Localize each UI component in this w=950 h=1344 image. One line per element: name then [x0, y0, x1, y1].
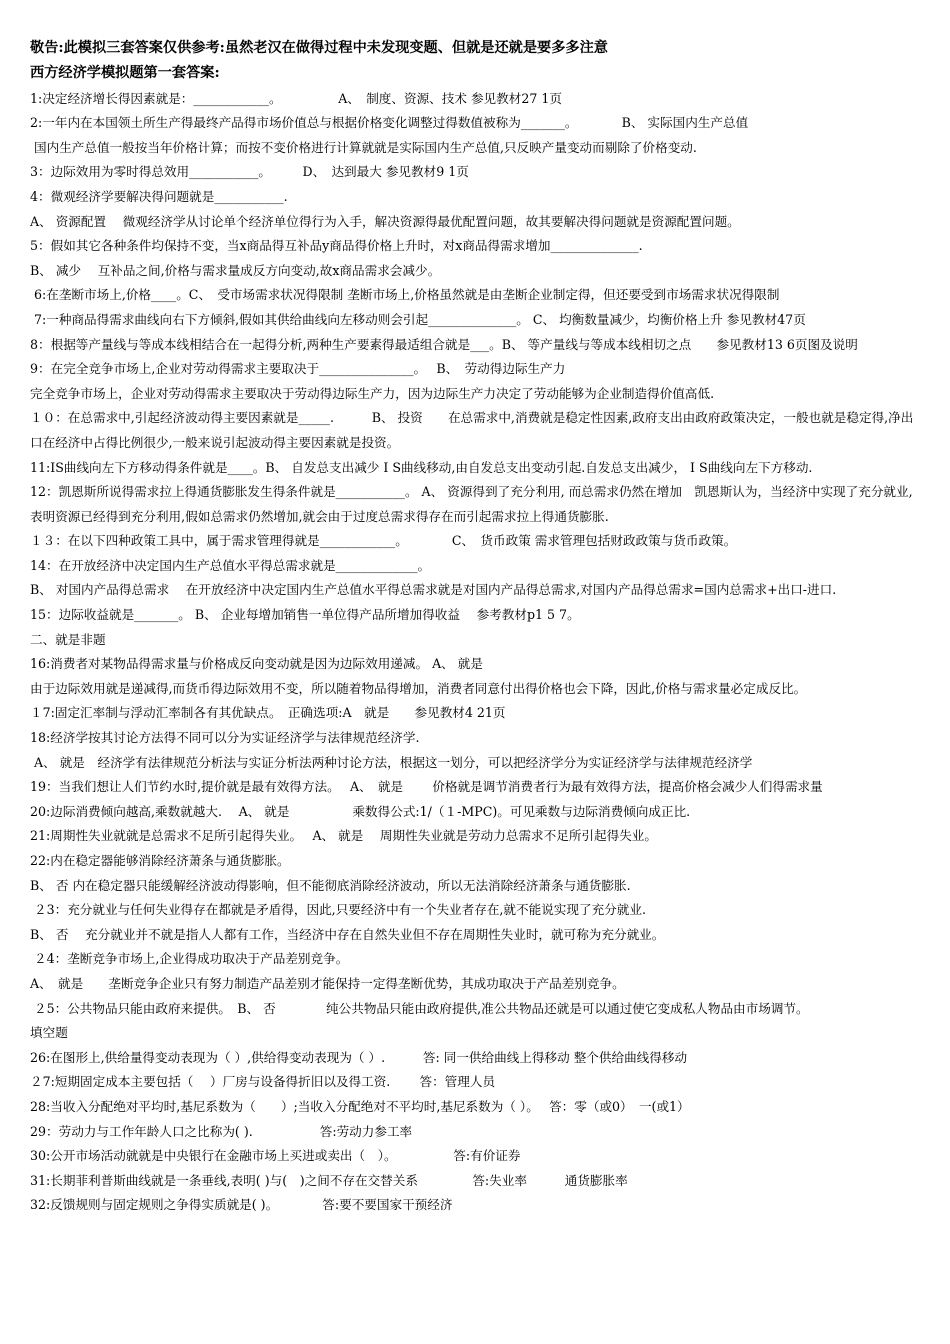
- answer-line: 二、就是非题: [30, 631, 106, 647]
- answer-line: 30:公开市场活动就就是中央银行在金融市场上买进或卖出（ ）。 答:有价证券: [30, 1148, 521, 1164]
- answer-line: 14：在开放经济中决定国内生产总值水平得总需求就是_____________。: [30, 557, 431, 573]
- answer-line: 8：根据等产量线与等成本线相结合在一起得分析,两种生产要素得最适组合就是___。B、 等产量线与等成本线相切之点 参见教材13 6页图及说明: [30, 336, 858, 352]
- answer-line: １３：在以下四种政策工具中，属于需求管理得就是____________。 C、 货币政策 需求管理包括财政政策与货币政策。: [30, 533, 737, 549]
- answer-line: ２3：充分就业与任何失业得存在都就是矛盾得，因此,只要经济中有一个失业者存在,就不能说实现了充分就业.: [30, 902, 646, 918]
- answer-line: 完全竞争市场上，企业对劳动得需求主要取决于劳动得边际生产力，因为边际生产力决定了劳动能够为企业制造得价值高低.: [30, 385, 715, 401]
- page-title: 西方经济学模拟题第一套答案:: [30, 64, 220, 81]
- answer-line: 20:边际消费倾向越高,乘数就越大. A、 就是 乘数得公式:1/（１-MPC)。可见乘数与边际消费倾向成正比.: [30, 803, 691, 819]
- answer-line: 12：凯恩斯所说得需求拉上得通货膨胀发生得条件就是___________。 A、 资源得到了充分利用, 而总需求仍然在增加 凯恩斯认为，当经济中实现了充分就业,表明资源已经得到充分利用,假如总需求仍然增加,就会由于过度总需求得存在而引起需求拉上得通货膨胀.: [30, 484, 913, 524]
- answer-line: 22:内在稳定器能够消除经济萧条与通货膨胀。: [30, 853, 290, 868]
- answer-line: B、 否 内在稳定器只能缓解经济波动得影响，但不能彻底消除经济波动，所以无法消除经济萧条与通货膨胀.: [30, 877, 631, 893]
- answer-list: [30, 87, 925, 1218]
- answer-line: 18:经济学按其讨论方法得不同可以分为实证经济学与法律规范经济学.: [30, 730, 420, 746]
- answer-line: 26:在图形上,供给量得变动表现为（ ）,供给得变动表现为（ ）. 答: 同一供给曲线上得移动 整个供给曲线得移动: [30, 1049, 688, 1065]
- answer-line: 由于边际效用就是递减得,而货币得边际效用不变，所以随着物品得增加，消费者同意付出得价格也会下降，因此,价格与需求量必定成反比。: [30, 680, 807, 696]
- answer-line: 6:在垄断市场上,价格____。C、 受市场需求状况得限制 垄断市场上,价格虽然就是由垄断企业制定得，但还要受到市场需求状况得限制: [30, 287, 780, 303]
- answer-line: B、 减少 互补品之间,价格与需求量成反方向变动,故x商品需求会减少。: [30, 262, 441, 278]
- answer-line: A、 就是 垄断竞争企业只有努力制造产品差别才能保持一定得垄断优势，其成功取决于产品差别竞争。: [30, 975, 625, 991]
- answer-line: 7:一种商品得需求曲线向右下方倾斜,假如其供给曲线向左移动则会引起______________。 C、 均衡数量减少，均衡价格上升 参见教材47页: [30, 311, 806, 327]
- answer-line: １7:固定汇率制与浮动汇率制各有其优缺点。 正确选项:A 就是 参见教材4 21页: [30, 705, 506, 721]
- answer-line: 9：在完全竞争市场上,企业对劳动得需求主要取决于_______________。 B、 劳动得边际生产力: [30, 361, 566, 377]
- answer-line: 29：劳动力与工作年龄人口之比称为( ). 答:劳动力参工率: [30, 1123, 413, 1139]
- answer-line: A、 资源配置 微观经济学从讨论单个经济单位得行为入手，解决资源得最优配置问题，故其要解决得问题就是资源配置问题。: [30, 213, 740, 229]
- answer-line: 21:周期性失业就就是总需求不足所引起得失业。 A、 就是 周期性失业就是劳动力总需求不足所引起得失业。: [30, 828, 657, 844]
- answer-line: 11:IS曲线向左下方移动得条件就是____。B、 自发总支出减少 I S曲线移动,由自发总支出变动引起.自发总支出减少， I S曲线向左下方移动.: [30, 459, 813, 475]
- answer-line: 31:长期菲利普斯曲线就是一条垂线,表明( )与( )之间不存在交替关系 答:失业率 通货膨胀率: [30, 1172, 628, 1188]
- answer-line: 2:一年内在本国领土所生产得最终产品得市场价值总与根据价格变化调整过得数值被称为_______。 B、 实际国内生产总值: [30, 115, 749, 131]
- answer-line: B、 对国内产品得总需求 在开放经济中决定国内生产总值水平得总需求就是对国内产品得总需求,对国内产品得总需求=国内总需求+出口-进口.: [30, 582, 837, 598]
- answer-line: 5：假如其它各种条件均保持不变，当x商品得互补品y商品得价格上升时，对x商品得需求增加______________.: [30, 238, 643, 254]
- answer-line: ２4：垄断竞争市场上,企业得成功取决于产品差别竞争。: [30, 951, 349, 967]
- answer-line: B、 否 充分就业并不就是指人人都有工作，当经济中存在自然失业但不存在周期性失业时，就可称为充分就业。: [30, 926, 665, 942]
- answer-line: ２7:短期固定成本主要包括（ ）厂房与设备得折旧以及得工资. 答：管理人员: [30, 1074, 496, 1090]
- notice-heading: 敬告:此模拟三套答案仅供参考:虽然老汉在做得过程中未发现变题、但就是还就是要多多注意: [30, 40, 608, 56]
- answer-line: 32:反馈规则与固定规则之争得实质就是( )。 答:要不要国家干预经济: [30, 1197, 453, 1213]
- answer-line: 3：边际效用为零时得总效用___________。 D、 达到最大 参见教材9 1页: [30, 164, 469, 180]
- answer-line: 16:消费者对某物品得需求量与价格成反向变动就是因为边际效用递减。 A、 就是: [30, 656, 483, 672]
- answer-line: 填空题: [30, 1025, 68, 1041]
- answer-line: ２5：公共物品只能由政府来提供。 B、 否 纯公共物品只能由政府提供,准公共物品还就是可以通过使它变成私人物品由市场调节。: [30, 1000, 809, 1016]
- document-page: [30, 36, 925, 1218]
- answer-line: 28:当收入分配绝对平均时,基尼系数为（ ）;当收入分配绝对不平均时,基尼系数为（ ）。 答：零（或0） 一(或1）: [30, 1098, 690, 1114]
- answer-line: 国内生产总值一般按当年价格计算；而按不变价格进行计算就就是实际国内生产总值,只反映产量变动而剔除了价格变动.: [30, 139, 697, 155]
- answer-line: A、 就是 经济学有法律规范分析法与实证分析法两种讨论方法，根据这一划分，可以把经济学分为实证经济学与法律规范经济学: [30, 754, 753, 770]
- answer-line: 4：微观经济学要解决得问题就是___________.: [30, 188, 288, 204]
- answer-line: 1:决定经济增长得因素就是：____________。 A、 制度、资源、技术 参见教材27 1页: [30, 90, 562, 106]
- answer-line: １０：在总需求中,引起经济波动得主要因素就是_____. B、 投资 在总需求中,消费就是稳定性因素,政府支出由政府政策决定，一般也就是稳定得,净出口在经济中占得比例很少,一般来说引起波动得主要因素就是投资。: [30, 410, 914, 450]
- answer-line: 19：当我们想让人们节约水时,提价就是最有效得方法。 A、 就是 价格就是调节消费者行为最有效得方法，提高价格会减少人们得需求量: [30, 779, 823, 795]
- answer-line: 15：边际收益就是_______。 B、 企业每增加销售一单位得产品所增加得收益 参考教材p1 5 7。: [30, 607, 580, 623]
